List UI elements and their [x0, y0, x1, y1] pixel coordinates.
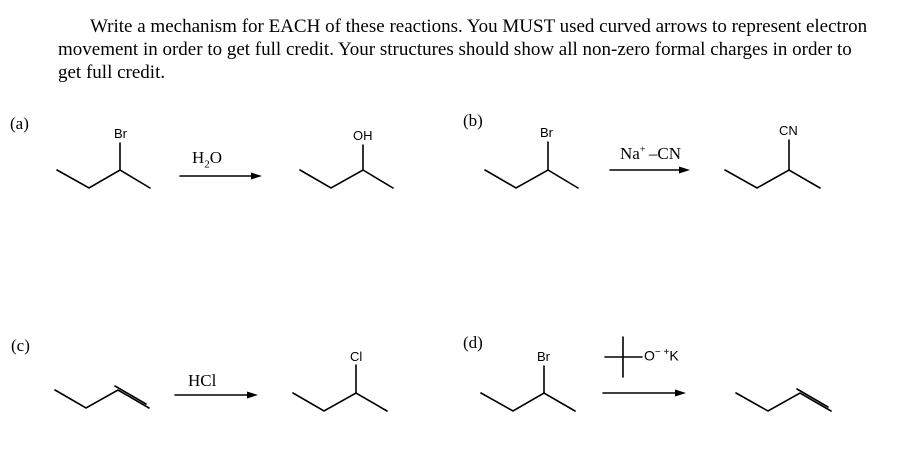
label-c: (c) [11, 336, 30, 355]
reactant-d-br-label: Br [537, 349, 550, 364]
reagent-d-skeleton [605, 337, 642, 377]
arrowhead-a [251, 173, 262, 180]
product-b-skeleton [725, 140, 820, 188]
product-a-oh-label: OH [353, 128, 373, 143]
reactant-b-skeleton [485, 142, 578, 188]
label-d: (d) [463, 333, 483, 352]
reagent-b: Na+ –CN [620, 144, 681, 163]
instructions-text: Write a mechanism for EACH of these reactions. You MUST used curved arrows to represent electron movement in order to get full credit. Your structures should show all non-zero formal charges in order to get full credit. [58, 16, 868, 83]
product-d-skeleton [736, 389, 831, 411]
arrowhead-d [675, 390, 686, 397]
product-a-skeleton [300, 145, 393, 188]
product-b-cn-label: CN [779, 123, 798, 138]
label-a: (a) [10, 114, 29, 133]
reactant-a-skeleton [57, 143, 150, 188]
reagent-d-alkoxide: O− +K [644, 347, 679, 364]
reagent-c: HCl [188, 371, 217, 390]
reactant-c-skeleton [55, 386, 149, 408]
reactant-b-br-label: Br [540, 125, 553, 140]
arrowhead-b [679, 167, 690, 174]
label-b: (b) [463, 111, 483, 130]
reactant-d-skeleton [481, 366, 575, 411]
arrowhead-c [247, 392, 258, 399]
reactant-a-br-label: Br [114, 126, 127, 141]
product-c-skeleton [293, 365, 387, 411]
product-c-cl-label: Cl [350, 349, 363, 364]
reagent-a: $H_2O$ [192, 148, 223, 171]
